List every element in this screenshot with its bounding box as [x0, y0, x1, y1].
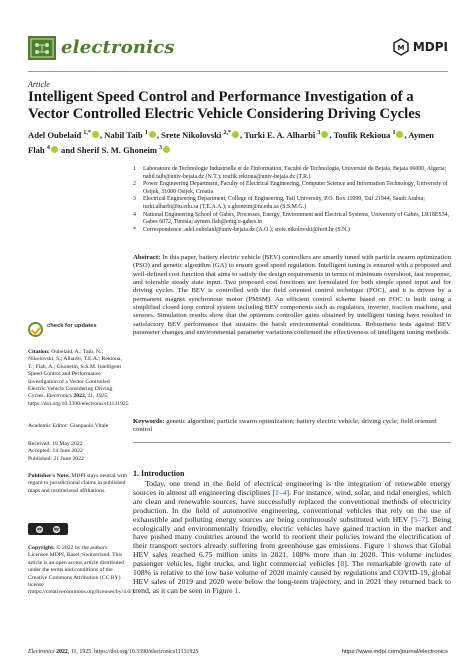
- published-date: Published: 21 June 2022: [28, 455, 84, 462]
- affiliation-item: [133, 181, 451, 196]
- author-separator: ,: [404, 129, 409, 140]
- check-updates-label: check for updates: [47, 323, 97, 329]
- citation-journal: Electronics: [46, 393, 73, 400]
- dates-block: [28, 441, 128, 463]
- author-name: Turki E. A. Alharbi: [244, 129, 318, 140]
- affiliation-text: Laboratoire de Technologie Industrielle et de l'Information, Faculté de Technologie, Université de Bejaia, Bejaia 06000, Algeria; nabil.taib@univ-bejaia.dz (N.T.); toufik.rekioua@univ-bejaia.dz (T.R.): [143, 166, 447, 180]
- reference-link-2[interactable]: 5–7: [413, 514, 426, 524]
- cc-icon: cc: [37, 526, 42, 531]
- publisher-note: [28, 473, 128, 495]
- affiliation-item: [133, 166, 451, 181]
- footer-year: 2022: [56, 649, 68, 655]
- copyright-block: [28, 545, 136, 597]
- intro-text-1: Today, one trend in the field of electrical engineering is the integration of renewable energy sources in almost all engineering disciplines [: [133, 479, 451, 497]
- orcid-icon[interactable]: [163, 146, 170, 153]
- affiliation-text: Electrical Engineering Department, College of Engineering, Taif University, P.O. Box 11099, Taif 21944, Saudi Arabia; turki.alharbi@tu.edu.sa (T.E.A.A.); s.ghoneim@tu.edu.sa (S.S.M.G.): [143, 196, 425, 210]
- intro-text-5: ]. The remarkable growth rate of 108% is relative to the low base volume of 2020 mainly caused by regulations and COVID-19, global HEV sales of 2019 and 2020 were below the long-term trajectory, and in 2021 they returned back to trend, as it can be seen in Figure: [133, 559, 451, 595]
- affiliation-mark: 4: [133, 211, 136, 218]
- keywords-text: genetic algorithm; particle swarm optimization; battery electric vehicle; driving cycle; field oriented control: [133, 418, 437, 434]
- author-name: Aymen Flah: [28, 129, 434, 155]
- check-updates-icon: [28, 322, 43, 337]
- footer-journal-url[interactable]: https://www.mdpi.com/journal/electronics: [341, 649, 448, 655]
- reference-link-1[interactable]: 1–4: [275, 487, 287, 497]
- editor-block: [28, 423, 128, 430]
- author-affiliation-mark: 3: [159, 144, 163, 151]
- affiliation-text: Correspondence: adel.oubelaid@univ-bejaia.dz (A.O.); srete.nikolovski@ferit.hr (S.N.): [143, 226, 350, 233]
- intro-text-3: ]. Being ecologically and environmentally friendly, electric vehicles have gained traction in the market and have pushed many countries around the world to reorient their policies toward the electrification of their transport sectors already suffering from greenhouse gas emissions. Figure: [133, 514, 451, 551]
- keywords-label: Keywords:: [133, 418, 165, 425]
- citation-text: Oubelaid, A.; Taib, N.; Nikolovski, S.; Alharbi, T.E.A.; Rekioua, T.; Flah, A.; Ghoneim, S.S.M. Intelligent Speed Control and Performance Investigation of a Vector Controlled Electric Vehicle Considering Driving Cycles.: [28, 349, 122, 400]
- author-separator: ,: [99, 129, 105, 140]
- author-name: Toufik Rekioua: [333, 129, 393, 140]
- citation-doi-link[interactable]: https://doi.org/10.3390/electronics11131925: [28, 400, 129, 407]
- author-list: [28, 127, 448, 157]
- publisher-note-label: Publisher's Note:: [28, 473, 70, 479]
- author-affiliation-mark: 1: [392, 130, 396, 136]
- affiliation-item: [133, 212, 451, 227]
- citation-volume: 11, 1925.: [87, 393, 109, 400]
- author-affiliation-mark: 2,*: [223, 130, 231, 136]
- accepted-date: Accepted: 14 June 2022: [28, 448, 83, 455]
- author-separator: ,: [156, 129, 162, 140]
- copyright-text: © 2022 by the authors. Licensee MDPI, Basel, Switzerland. This article is an open access article distributed under the terms and conditions of the Creative Commons Attribution (CC BY) license (https://creativecommons.org/licenses/by/4.0/).: [28, 545, 136, 596]
- intro-text-6: .: [238, 585, 241, 595]
- cc-license-badge[interactable]: [28, 523, 68, 535]
- journal-logo-icon: [28, 36, 56, 60]
- affiliation-mark: 1: [133, 166, 136, 172]
- received-date: Received: 18 May 2022: [28, 441, 83, 447]
- editor-label: Academic Editor:: [28, 423, 69, 429]
- mdpi-logo-icon: [392, 38, 410, 56]
- citation-year: 2022: [73, 393, 85, 400]
- author-affiliation-mark: 1: [144, 130, 148, 136]
- author-name: Sherif S. M. Ghoneim: [77, 144, 160, 155]
- journal-name: electronics: [61, 37, 175, 58]
- author-affiliation-mark: 1,*: [83, 130, 91, 136]
- reference-link-3[interactable]: 8: [340, 559, 345, 569]
- section-heading: 1. Introduction: [133, 469, 185, 478]
- author-affiliation-mark: 3: [317, 130, 321, 136]
- svg-text:M: M: [397, 44, 405, 52]
- affiliations: [133, 166, 451, 234]
- author-separator: ,: [329, 129, 334, 140]
- journal-header: [28, 36, 448, 62]
- affiliation-text: Power Engineering Department, Faculty of Electrical Engineering, Computer Science and Information Technology, University of Osijek, 31000 Osijek, Croatia: [143, 181, 448, 195]
- orcid-icon[interactable]: [396, 131, 403, 138]
- affiliation-mark: 2: [133, 181, 136, 188]
- orcid-icon[interactable]: [51, 146, 58, 153]
- affiliation-mark: *: [133, 226, 136, 233]
- abstract-text: In this paper, battery electric vehicle (BEV) controllers are smartly tuned with particle swarm optimization (PSO) and genetic algorithm (GA) to ensure good speed regulation. Intelligent tuning is ensured with a proposed and well-defined cost function that aims to satisfy the design requirements in terms of minimum overshoot, fast response, and tolerable steady state input. Two proposed cost functions are formulated for both simple speed input and for driving cycles. The BEV is controlled with the field oriented control technique (FOC), and it is driven by a permanent magnet synchronous motor (PMSM). An efficient control scheme based on FOC is built using a simplified closed loop control system including BEV components such as regulators, inverter, traction machine, and sensors. Simulation results show that the optimum controller gains obtained by intelligent tuning have resulted in satisfactory BEV performance that sustains the harsh environmental conditions. Robustness tests against BEV parameter changes and environmental parameter variations confirmed the effectiveness of intelligent tuning methods.: [133, 254, 452, 337]
- abstract-divider: [133, 442, 451, 443]
- orcid-icon[interactable]: [149, 131, 156, 138]
- figure-link-1[interactable]: 1: [386, 541, 391, 551]
- footer-citation: [28, 649, 198, 655]
- check-updates-badge[interactable]: [28, 322, 118, 342]
- affiliation-text: National Engineering School of Gabès, Processes, Energy, Environment and Electrical Systems, University of Gabès, LR18ES34, Gabes 6072, Tunisia; aymen.flah@enig.u-gabes.tn: [143, 211, 450, 226]
- author-affiliation-mark: 4: [46, 144, 50, 151]
- orcid-icon[interactable]: [321, 131, 328, 138]
- author-name: Nabil Taib: [104, 129, 145, 140]
- intro-text-2: ]. For instance, wind, solar, and tidal energies, which are clean and renewable sources, have successfully replaced the conventional methods of electricity production. In the field of automotive engineering, conventional vehicles that rely on the use of exhaustible and polluting energy sources are being continuously substituted with HEV [: [133, 487, 451, 524]
- orcid-icon[interactable]: [232, 131, 239, 138]
- page-footer: [28, 649, 448, 655]
- footer-doi[interactable]: , 11, 1925. https://doi.org/10.3390/electronics11131925: [67, 649, 199, 655]
- author-name: Srete Nikolovski: [161, 129, 224, 140]
- publisher-logo: [392, 38, 448, 56]
- affiliation-mark: 3: [133, 196, 136, 203]
- intro-text-4: shows that Global HEV sales reached 6.75 million units in 2021, 108% more than in 2020. This volume includes passenger vehicles, light trucks, and light commercial vehicles [: [133, 541, 451, 569]
- orcid-icon[interactable]: [92, 131, 99, 138]
- keywords: [133, 418, 451, 435]
- citation-block: Citation: Oubelaid, A.; Taib, N.; Nikolovski, S.; Alharbi, T.E.A.; Rekioua, T.; Flah, A.; Ghoneim, S.S.M. Intelligent Speed Control and Performance Investigation of a Vector Controlled Electric Vehicle Considering Driving Cycles. Electronics 2022, 11, 1925. https://doi.org/10.3390/electronics11131925: [28, 349, 129, 407]
- author-separator: and: [58, 144, 78, 155]
- copyright-label: Copyright:: [28, 545, 55, 551]
- header-divider: [28, 71, 448, 72]
- article-type: Article: [28, 80, 50, 89]
- affiliation-item: [133, 227, 451, 235]
- author-separator: ,: [240, 129, 245, 140]
- citation-label: Citation:: [28, 349, 50, 355]
- figure-link-2[interactable]: 1: [234, 585, 239, 595]
- intro-paragraph: [133, 480, 451, 596]
- publisher-name: MDPI: [412, 40, 448, 54]
- abstract: [133, 254, 451, 337]
- affiliation-item: [133, 196, 451, 211]
- abstract-label: Abstract:: [133, 254, 161, 261]
- publisher-note-text: MDPI stays neutral with regard to jurisdictional claims in published maps and institutional affiliations.: [28, 473, 128, 494]
- author-name: Adel Oubelaid: [28, 129, 84, 140]
- article-title: Intelligent Speed Control and Performance Investigation of a Vector Controlled Electric Vehicle Considering Driving Cycles: [28, 89, 421, 122]
- footer-journal: Electronics: [28, 649, 55, 655]
- by-icon: by: [54, 526, 59, 531]
- editor-name: Gianpaolo Vitale: [69, 423, 109, 429]
